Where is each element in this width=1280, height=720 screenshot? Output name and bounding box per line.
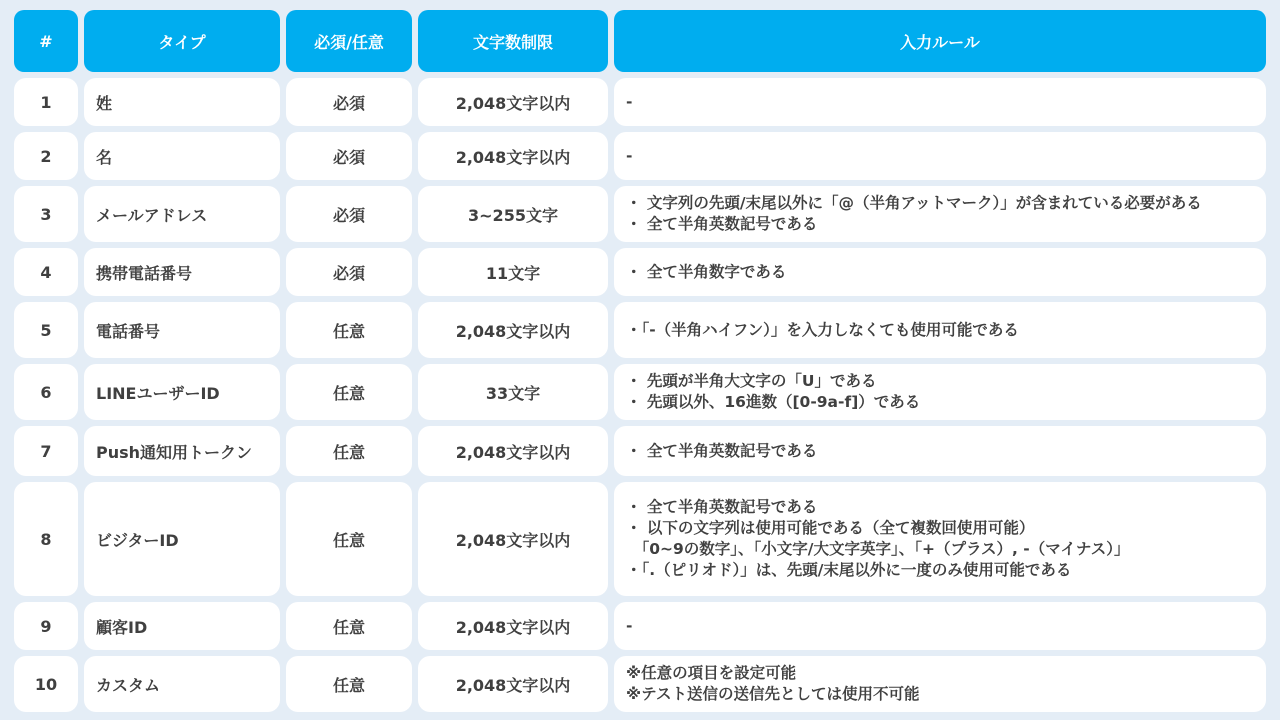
row-limit: 11文字 (418, 248, 608, 296)
row-num: 8 (14, 482, 78, 596)
row-num: 7 (14, 426, 78, 476)
row-limit: 3~255文字 (418, 186, 608, 242)
row-type: ビジターID (84, 482, 280, 596)
row-rules (614, 602, 1266, 650)
rule-line: ・ 全て半角英数記号である (626, 498, 818, 516)
rules-list (626, 441, 817, 462)
row-rules (614, 302, 1266, 358)
row-rules (614, 186, 1266, 242)
row-rules (614, 248, 1266, 296)
rule-line: ※テスト送信の送信先としては使用不可能 (626, 685, 920, 703)
row-type: LINEユーザーID (84, 364, 280, 420)
rule-line: ・ 全て半角数字である (626, 262, 787, 281)
rules-list (626, 320, 1019, 341)
row-rules (614, 656, 1266, 712)
rules-list (626, 146, 632, 167)
rule-line: ・ 以下の文字列は使用可能である（全て複数回使用可能） (626, 519, 1035, 537)
row-required: 任意 (286, 482, 412, 596)
row-num: 10 (14, 656, 78, 712)
row-num: 6 (14, 364, 78, 420)
header-rule: 入力ルール (614, 10, 1266, 72)
rules-list (626, 616, 632, 637)
row-limit: 2,048文字以内 (418, 426, 608, 476)
row-required: 必須 (286, 78, 412, 126)
rule-line: ・ 先頭が半角大文字の「U」である (626, 372, 877, 390)
row-num: 9 (14, 602, 78, 650)
header-limit: 文字数制限 (418, 10, 608, 72)
row-limit: 2,048文字以内 (418, 302, 608, 358)
rule-line: ・「.（ピリオド）」は、先頭/末尾以外に一度のみ使用可能である (626, 561, 1072, 579)
row-required: 任意 (286, 302, 412, 358)
row-rules (614, 78, 1266, 126)
row-required: 任意 (286, 602, 412, 650)
rule-line: - (626, 146, 633, 165)
rules-list (626, 193, 1202, 235)
row-rules (614, 426, 1266, 476)
row-limit: 33文字 (418, 364, 608, 420)
row-type: 電話番号 (84, 302, 280, 358)
row-required: 任意 (286, 426, 412, 476)
rule-line: 「0~9の数字」、「小文字/大文字英字」、「+（プラス）, -（マイナス）」 (626, 540, 1130, 558)
rule-line: ・ 全て半角英数記号である (626, 215, 818, 233)
row-limit: 2,048文字以内 (418, 482, 608, 596)
rules-list (626, 497, 1130, 581)
row-num: 1 (14, 78, 78, 126)
row-limit: 2,048文字以内 (418, 132, 608, 180)
rule-line: ※任意の項目を設定可能 (626, 664, 797, 682)
row-num: 3 (14, 186, 78, 242)
row-type: 名 (84, 132, 280, 180)
row-type: 携帯電話番号 (84, 248, 280, 296)
row-num: 4 (14, 248, 78, 296)
row-limit: 2,048文字以内 (418, 602, 608, 650)
header-required: 必須/任意 (286, 10, 412, 72)
rule-line: - (626, 92, 633, 111)
row-type: 姓 (84, 78, 280, 126)
row-rules (614, 132, 1266, 180)
row-rules (614, 482, 1266, 596)
row-num: 5 (14, 302, 78, 358)
header-type: タイプ (84, 10, 280, 72)
rule-line: ・「-（半角ハイフン）」を入力しなくても使用可能である (626, 320, 1019, 339)
row-num: 2 (14, 132, 78, 180)
rule-line: ・ 文字列の先頭/末尾以外に「@（半角アットマーク）」が含まれている必要がある (626, 194, 1202, 212)
row-required: 必須 (286, 248, 412, 296)
row-required: 必須 (286, 186, 412, 242)
row-required: 任意 (286, 364, 412, 420)
row-type: 顧客ID (84, 602, 280, 650)
rule-line: - (626, 616, 633, 635)
header-num: # (14, 10, 78, 72)
rules-list (626, 663, 919, 705)
rules-list (626, 262, 786, 283)
rule-line: ・ 先頭以外、16進数（[0-9a-f]）である (626, 393, 921, 411)
rule-line: ・ 全て半角英数記号である (626, 441, 818, 460)
row-type: メールアドレス (84, 186, 280, 242)
row-limit: 2,048文字以内 (418, 78, 608, 126)
row-type: Push通知用トークン (84, 426, 280, 476)
row-type: カスタム (84, 656, 280, 712)
rules-list (626, 92, 632, 113)
row-limit: 2,048文字以内 (418, 656, 608, 712)
row-required: 必須 (286, 132, 412, 180)
row-required: 任意 (286, 656, 412, 712)
rules-list (626, 371, 920, 413)
row-rules (614, 364, 1266, 420)
